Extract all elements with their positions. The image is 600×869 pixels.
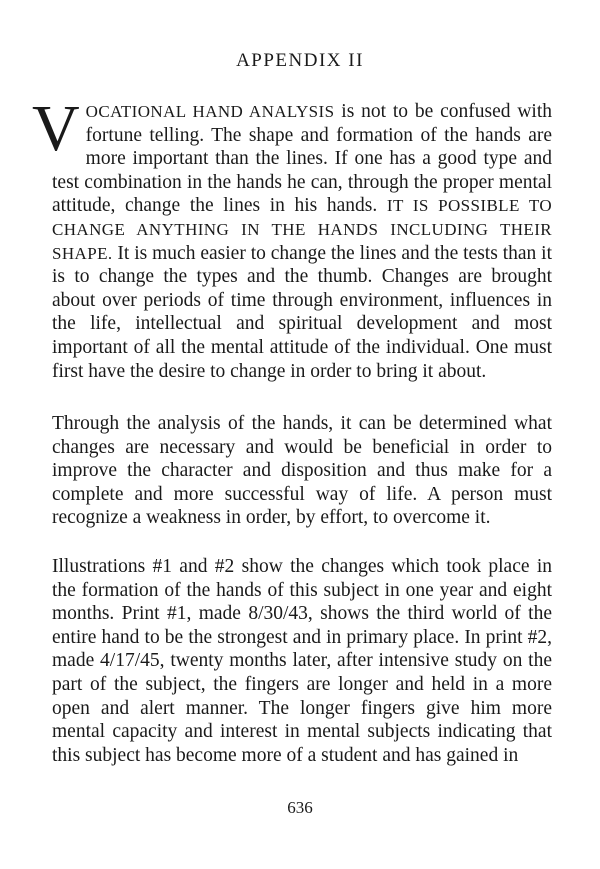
paragraph-1-text-a: is not to be confused with fortune telling. The shape and formation of the hands are more important than the lines. If one has a good type and test combination in the hands he can, through the proper mental attitude, change the lines in his hands. [52, 101, 552, 217]
page-title: APPENDIX II [236, 50, 364, 71]
emphasis-small-caps: IT IS POSSIBLE TO CHANGE ANYTHING IN THE HANDS INCLUDING THEIR SHAPE. [52, 196, 552, 263]
paragraph-1-text-b: It is much easier to change the lines and the tests than it is to change the types and the thumb. Changes are brought about over periods of time through environment, influences in the life, intellectual and spiritual development and most important of all the mental attitude of the individual. One must first have the desire to change in order to bring it about. [52, 242, 552, 382]
paragraph-3: Illustrations #1 and #2 show the changes which took place in the formation of the hands of this subject in one year and eight months. Print #1, made 8/30/43, shows the third world of the entire hand to be the strongest and in primary place. In print #2, made 4/17/45, twenty months later, after intensive study on the part of the subject, the fingers are longer and held in a more open and alert manner. The longer fingers give him more mental capacity and interest in mental subjects indicating that this subject has become more of a student and has gained in [52, 556, 552, 766]
paragraph-1 [32, 92, 552, 383]
paragraph-2: Through the analysis of the hands, it can be determined what changes are necessary and would be beneficial in order to improve the character and disposition and thus make for a complete and more successful way of life. A person must recognize a weakness in order, by effort, to overcome it. [52, 413, 552, 529]
page-number: 636 [287, 798, 313, 817]
lead-small-caps: OCATIONAL HAND ANALYSIS [85, 102, 335, 121]
drop-cap: V [32, 92, 80, 165]
